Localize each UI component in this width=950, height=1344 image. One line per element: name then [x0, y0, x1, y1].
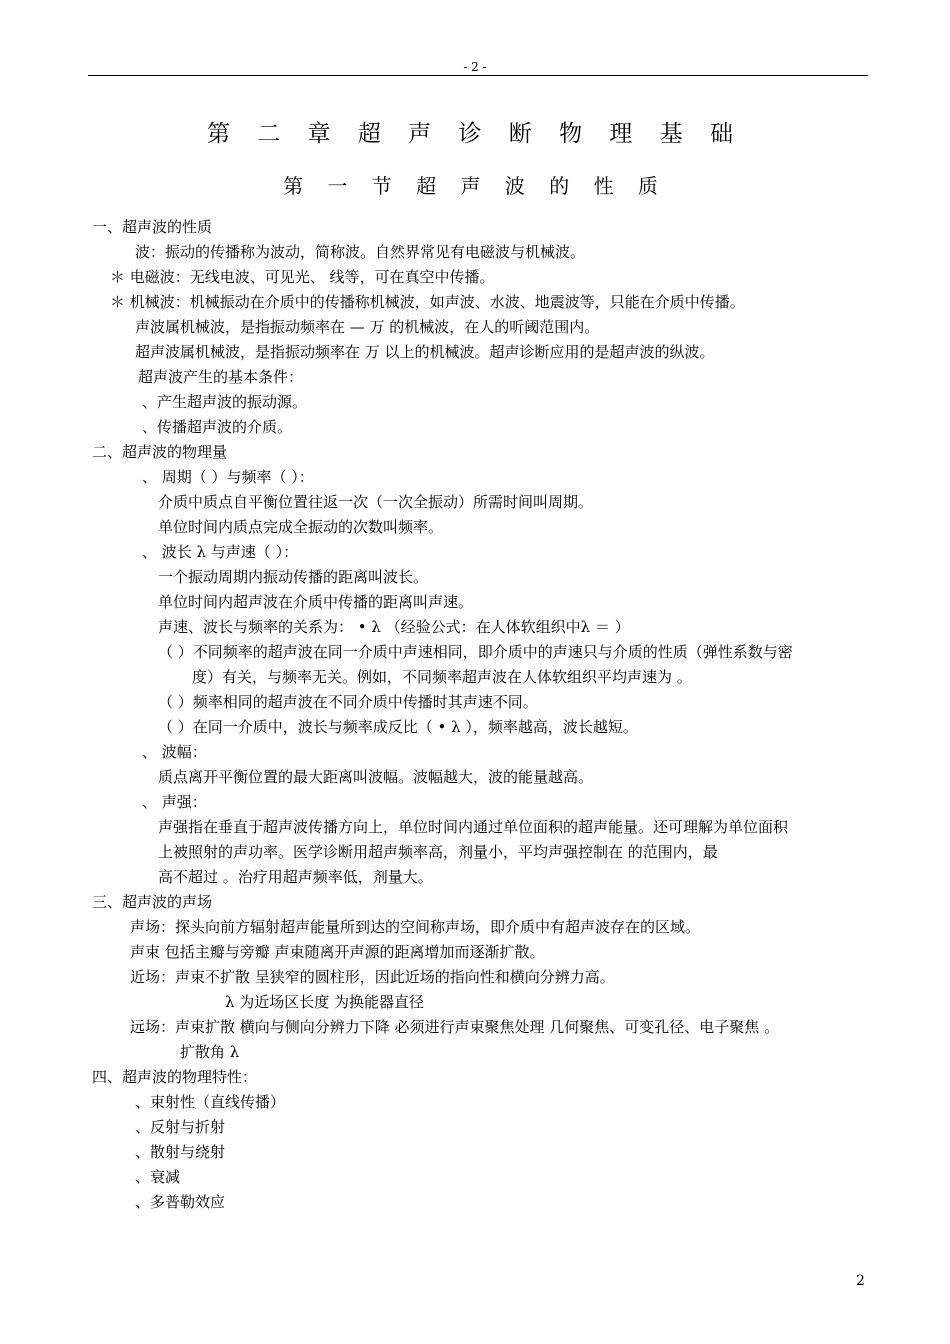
text-line: 声波属机械波，是指振动频率在 — 万 的机械波，在人的听阈范围内。 [135, 318, 600, 336]
list-item: 、产生超声波的振动源。 [142, 393, 308, 411]
text-line: 一个振动周期内振动传播的距离叫波长。 [158, 568, 429, 586]
text-line: 上被照射的声功率。医学诊断用超声频率高，剂量小，平均声强控制在 的范围内，最 [158, 843, 718, 861]
heading-1: 一、超声波的性质 [92, 218, 213, 236]
text-line: 波：振动的传播称为波动，简称波。自然界常见有电磁波与机械波。 [135, 243, 586, 261]
text-line: 声强指在垂直于超声波传播方向上，单位时间内通过单位面积的超声能量。还可理解为单位面积 [158, 818, 789, 836]
text-line: （ ）不同频率的超声波在同一介质中声速相同，即介质中的声速只与介质的性质（弹性系数与密 [158, 643, 793, 661]
subheading: 、 波长 λ 与声速（ ）： [142, 543, 299, 561]
text-line: 单位时间内超声波在介质中传播的距离叫声速。 [158, 593, 474, 611]
bullet-line: ＊ 机械波：机械振动在介质中的传播称机械波，如声波、水波、地震波等，只能在介质中传播。 [110, 293, 745, 311]
list-item: 、反射与折射 [135, 1118, 226, 1136]
text-line: 介质中质点自平衡位置往返一次（一次全振动）所需时间叫周期。 [158, 493, 594, 511]
list-item: 、束射性（直线传播） [135, 1093, 286, 1111]
subheading: 、 波幅： [142, 743, 207, 761]
text-line: 度）有关，与频率无关。例如，不同频率超声波在人体软组织平均声速为 。 [192, 668, 692, 686]
text-line: 声速、波长与频率的关系为： • λ （经验公式：在人体软组织中λ ＝ ） [158, 618, 630, 636]
text-line: 声束 包括主瓣与旁瓣 声束随离开声源的距离增加而逐渐扩散。 [130, 943, 545, 961]
section-title: 第 一 节 超 声 波 的 性 质 [283, 174, 667, 198]
chapter-title: 第 二 章 超 声 诊 断 物 理 基 础 [206, 121, 744, 147]
text-line: 超声波属机械波，是指振动频率在 万 以上的机械波。超声诊断应用的是超声波的纵波。 [135, 343, 715, 361]
subheading: 、 周期（ ）与频率（ ）： [142, 468, 314, 486]
list-item: 、散射与绕射 [135, 1143, 226, 1161]
heading-4: 四、超声波的物理特性： [92, 1068, 258, 1086]
text-line: 单位时间内质点完成全振动的次数叫频率。 [158, 518, 444, 536]
text-line: 声场：探头向前方辐射超声能量所到达的空间称声场，即介质中有超声波存在的区域。 [130, 918, 701, 936]
bullet-line: ＊ 电磁波：无线电波、可见光、 线等，可在真空中传播。 [110, 268, 495, 286]
formula-line: 扩散角 λ [180, 1043, 240, 1061]
text-line: 质点离开平衡位置的最大距离叫波幅。波幅越大，波的能量越高。 [158, 768, 594, 786]
list-item: 、传播超声波的介质。 [142, 418, 293, 436]
heading-2: 二、超声波的物理量 [92, 443, 228, 461]
list-item: 、衰减 [135, 1168, 181, 1186]
text-line: 近场：声束不扩散 呈狭窄的圆柱形，因此近场的指向性和横向分辨力高。 [130, 968, 615, 986]
text-line: 远场：声束扩散 横向与侧向分辨力下降 必须进行声束聚焦处理 几何聚焦、可变孔径、电子聚焦 。 [130, 1018, 780, 1036]
text-line: （ ）在同一介质中，波长与频率成反比（ • λ ），频率越高，波长越短。 [158, 718, 638, 736]
list-item: 、多普勒效应 [135, 1193, 226, 1211]
heading-3: 三、超声波的声场 [92, 893, 213, 911]
footer-page-number: 2 [856, 1273, 865, 1289]
subheading: 、 声强： [142, 793, 207, 811]
header-page-marker: - 2 - [463, 60, 487, 74]
formula-line: λ 为近场区长度 为换能器直径 [225, 993, 425, 1011]
text-line: 超声波产生的基本条件： [138, 368, 304, 386]
header-rule [88, 75, 868, 76]
text-line: （ ）频率相同的超声波在不同介质中传播时其声速不同。 [158, 693, 538, 711]
text-line: 高不超过 。治疗用超声频率低，剂量大。 [158, 868, 433, 886]
